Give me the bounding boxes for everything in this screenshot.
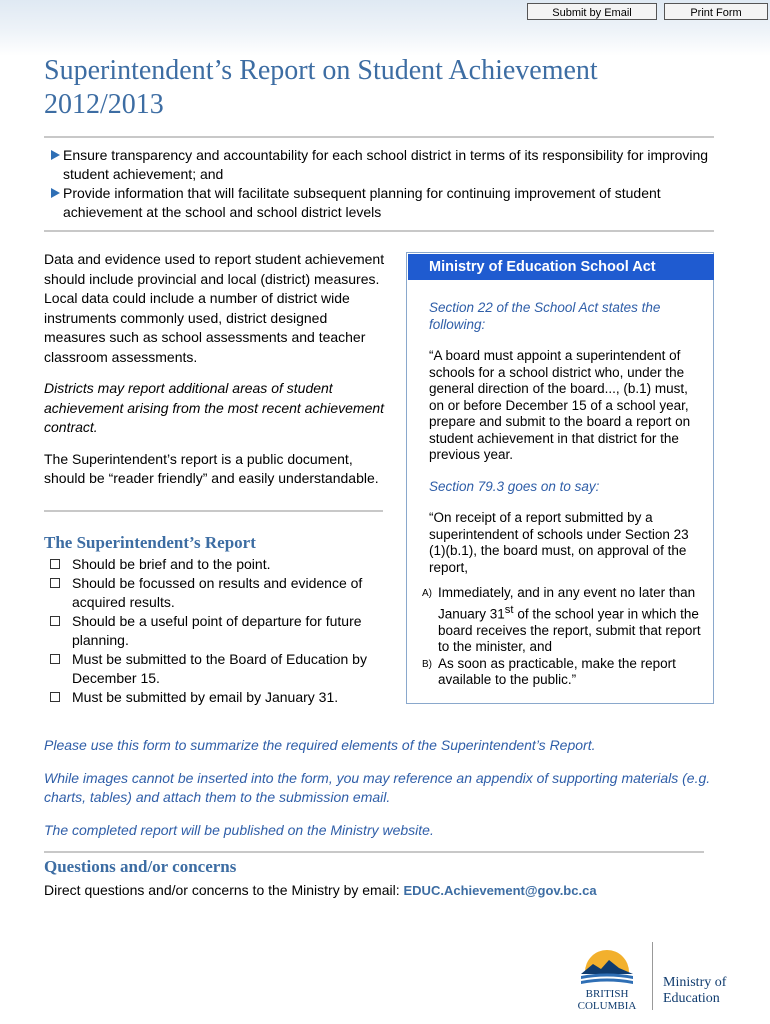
checkbox-icon — [50, 654, 60, 664]
top-toolbar — [0, 0, 770, 56]
note-summarize: Please use this form to summarize the required elements of the Superintendent’s Report. — [44, 737, 596, 753]
divider-left — [44, 510, 383, 512]
print-form-button[interactable]: Print Form — [664, 3, 768, 20]
submit-by-email-button[interactable]: Submit by Email — [527, 3, 657, 20]
left-column — [44, 250, 389, 501]
list-item: Must be submitted by email by January 31. — [48, 688, 388, 707]
svg-text:COLUMBIA: COLUMBIA — [577, 1000, 637, 1012]
additional-areas-paragraph: Districts may report additional areas of student achievement arising from the most recent achievement contract. — [44, 380, 385, 435]
triangle-bullet-icon — [51, 150, 60, 160]
divider-top — [44, 136, 714, 138]
list-item: B) As soon as practicable, make the report available to the public.” — [422, 655, 676, 687]
school-act-body — [422, 300, 701, 689]
title-line-1: Superintendent’s Report on Student Achievement — [44, 55, 598, 86]
divider-contact — [44, 851, 704, 853]
list-item: A) Immediately, and in any event no later than January 31st of the school year in which the board receives the report, submit that report to the minister, and — [422, 585, 701, 654]
contact-line: Direct questions and/or concerns to the Ministry by email: EDUC.Achievement@gov.bc.ca — [44, 882, 597, 898]
note-appendix: While images cannot be inserted into the form, you may reference an appendix of supporting materials (e.g. charts, tables) and attach them to the submission email. — [44, 769, 711, 805]
checkbox-icon — [50, 616, 60, 626]
svg-text:Education: Education — [663, 991, 720, 1006]
checkbox-icon — [50, 578, 60, 588]
list-item: Should be focussed on results and evidence of acquired results. — [48, 574, 388, 612]
checkbox-icon — [50, 559, 60, 569]
list-item: Should be brief and to the point. — [48, 555, 388, 574]
report-section-heading: The Superintendent’s Report — [44, 533, 256, 552]
note-published: The completed report will be published on the Ministry website. — [44, 821, 434, 838]
instructions-notes — [44, 736, 724, 853]
list-item: Must be submitted to the Board of Education by December 15. — [48, 650, 388, 688]
section-22-intro: Section 22 of the School Act states the following: — [429, 300, 661, 332]
section-79-intro: Section 79.3 goes on to say: — [429, 478, 600, 494]
list-item: Should be a useful point of departure for future planning. — [48, 612, 388, 650]
school-act-box — [406, 252, 714, 704]
questions-heading: Questions and/or concerns — [44, 857, 237, 876]
section-22-quote: “A board must appoint a superintendent of schools for a school district who, under the general direction of the board..., (b.1) must, on or before December 15 of a school year, prepare and submit to the board a report on student achievement in that district for the previous year. — [429, 348, 691, 462]
triangle-bullet-icon — [51, 188, 60, 198]
title-line-2: 2012/2013 — [44, 89, 164, 120]
school-act-heading: Ministry of Education School Act — [408, 254, 714, 280]
checkbox-icon — [50, 692, 60, 702]
bc-ministry-logo — [573, 938, 743, 1018]
divider-purpose — [44, 230, 714, 232]
purpose-list — [48, 146, 728, 222]
board-obligations-list — [422, 585, 701, 689]
section-79-quote: “On receipt of a report submitted by a superintendent of schools under Section 23 (1)(b.1), the board must, on approval of the report, — [429, 510, 689, 575]
report-checklist — [48, 555, 388, 707]
contact-email-link[interactable]: EDUC.Achievement@gov.bc.ca — [403, 883, 597, 898]
page-title — [44, 54, 724, 122]
purpose-item: Provide information that will facilitate subsequent planning for continuing improvement of student achievement at the school and school district levels — [48, 184, 728, 222]
svg-text:BRITISH: BRITISH — [585, 988, 629, 1000]
data-evidence-paragraph: Data and evidence used to report student achievement should include provincial and local (district) measures. Local data could include a number of district wide instruments commonly used, district designed measures such as school assessments and teacher classroom assessments. — [44, 251, 385, 365]
public-document-paragraph: The Superintendent’s report is a public document, should be “reader friendly” and easily understandable. — [44, 450, 379, 486]
purpose-item: Ensure transparency and accountability for each school district in terms of its responsibility for improving student achievement; and — [48, 146, 728, 184]
svg-text:Ministry of: Ministry of — [663, 975, 727, 990]
